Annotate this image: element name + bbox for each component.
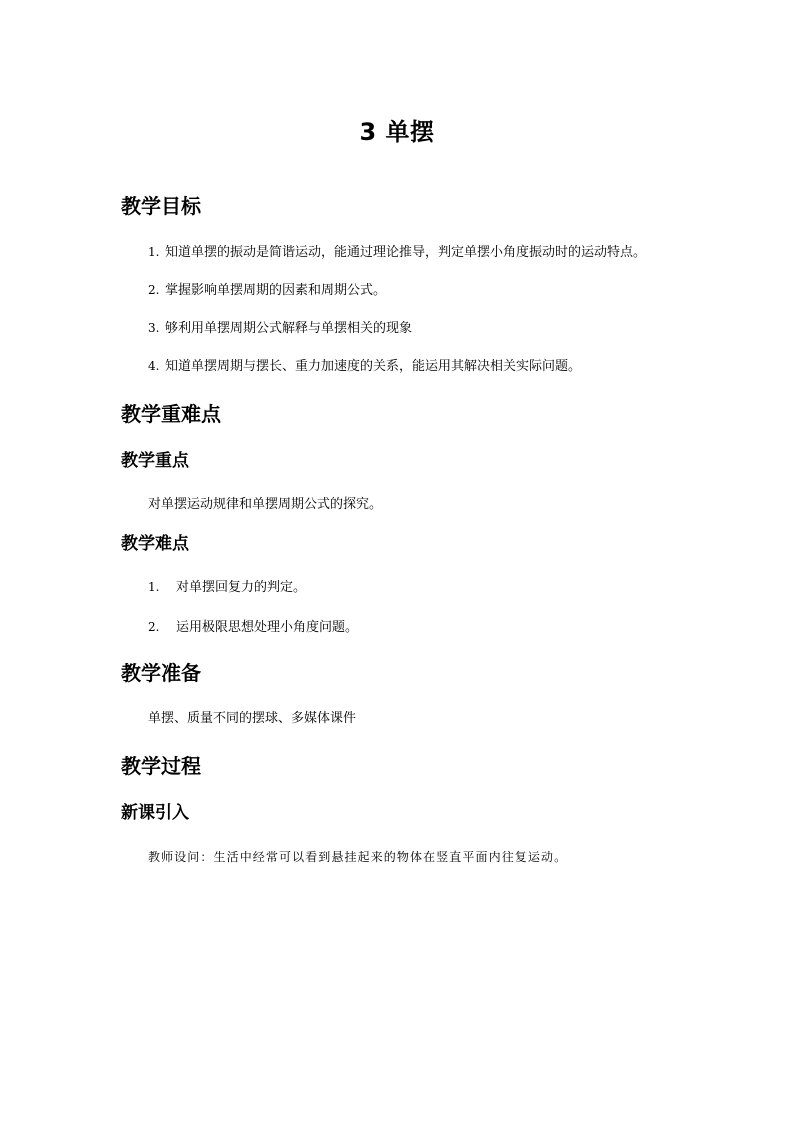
list-text: 知道单摆的振动是简谐运动，能通过理论推导，判定单摆小角度振动时的运动特点。 xyxy=(165,245,647,260)
list-text: 够利用单摆周期公式解释与单摆相关的现象 xyxy=(165,321,413,336)
list-text: 运用极限思想处理小角度问题。 xyxy=(176,620,359,635)
section-heading-preparation: 教学准备 xyxy=(121,661,201,685)
objective-item-2 xyxy=(148,281,386,300)
difficulty-item-2 xyxy=(148,618,358,637)
list-number: 4. xyxy=(148,359,160,373)
section-heading-process: 教学过程 xyxy=(121,754,201,778)
key-points-text: 对单摆运动规律和单摆周期公式的探究。 xyxy=(148,497,383,512)
list-number: 1. xyxy=(148,245,160,259)
preparation-text: 单摆、质量不同的摆球、多媒体课件 xyxy=(148,711,357,726)
section-heading-key-difficult: 教学重难点 xyxy=(121,402,221,426)
document-title: 3 单摆 xyxy=(359,118,435,146)
list-number: 3. xyxy=(148,321,160,335)
subsection-heading-key-points: 教学重点 xyxy=(121,451,189,471)
list-text: 对单摆回复力的判定。 xyxy=(176,580,307,595)
objective-item-1 xyxy=(148,243,646,262)
list-text: 知道单摆周期与摆长、重力加速度的关系，能运用其解决相关实际问题。 xyxy=(165,359,582,374)
list-text: 掌握影响单摆周期的因素和周期公式。 xyxy=(165,283,387,298)
subsection-heading-intro: 新课引入 xyxy=(121,803,189,823)
objective-item-3 xyxy=(148,319,412,338)
section-heading-objectives: 教学目标 xyxy=(121,194,201,218)
subsection-heading-difficulties: 教学难点 xyxy=(121,534,189,554)
difficulty-item-1 xyxy=(148,578,306,597)
intro-text: 教师设问：生活中经常可以看到悬挂起来的物体在竖直平面内往复运动。 xyxy=(148,850,568,864)
list-number: 2. xyxy=(148,620,160,634)
objective-item-4 xyxy=(148,357,581,376)
list-number: 1. xyxy=(148,580,160,594)
list-number: 2. xyxy=(148,283,160,297)
